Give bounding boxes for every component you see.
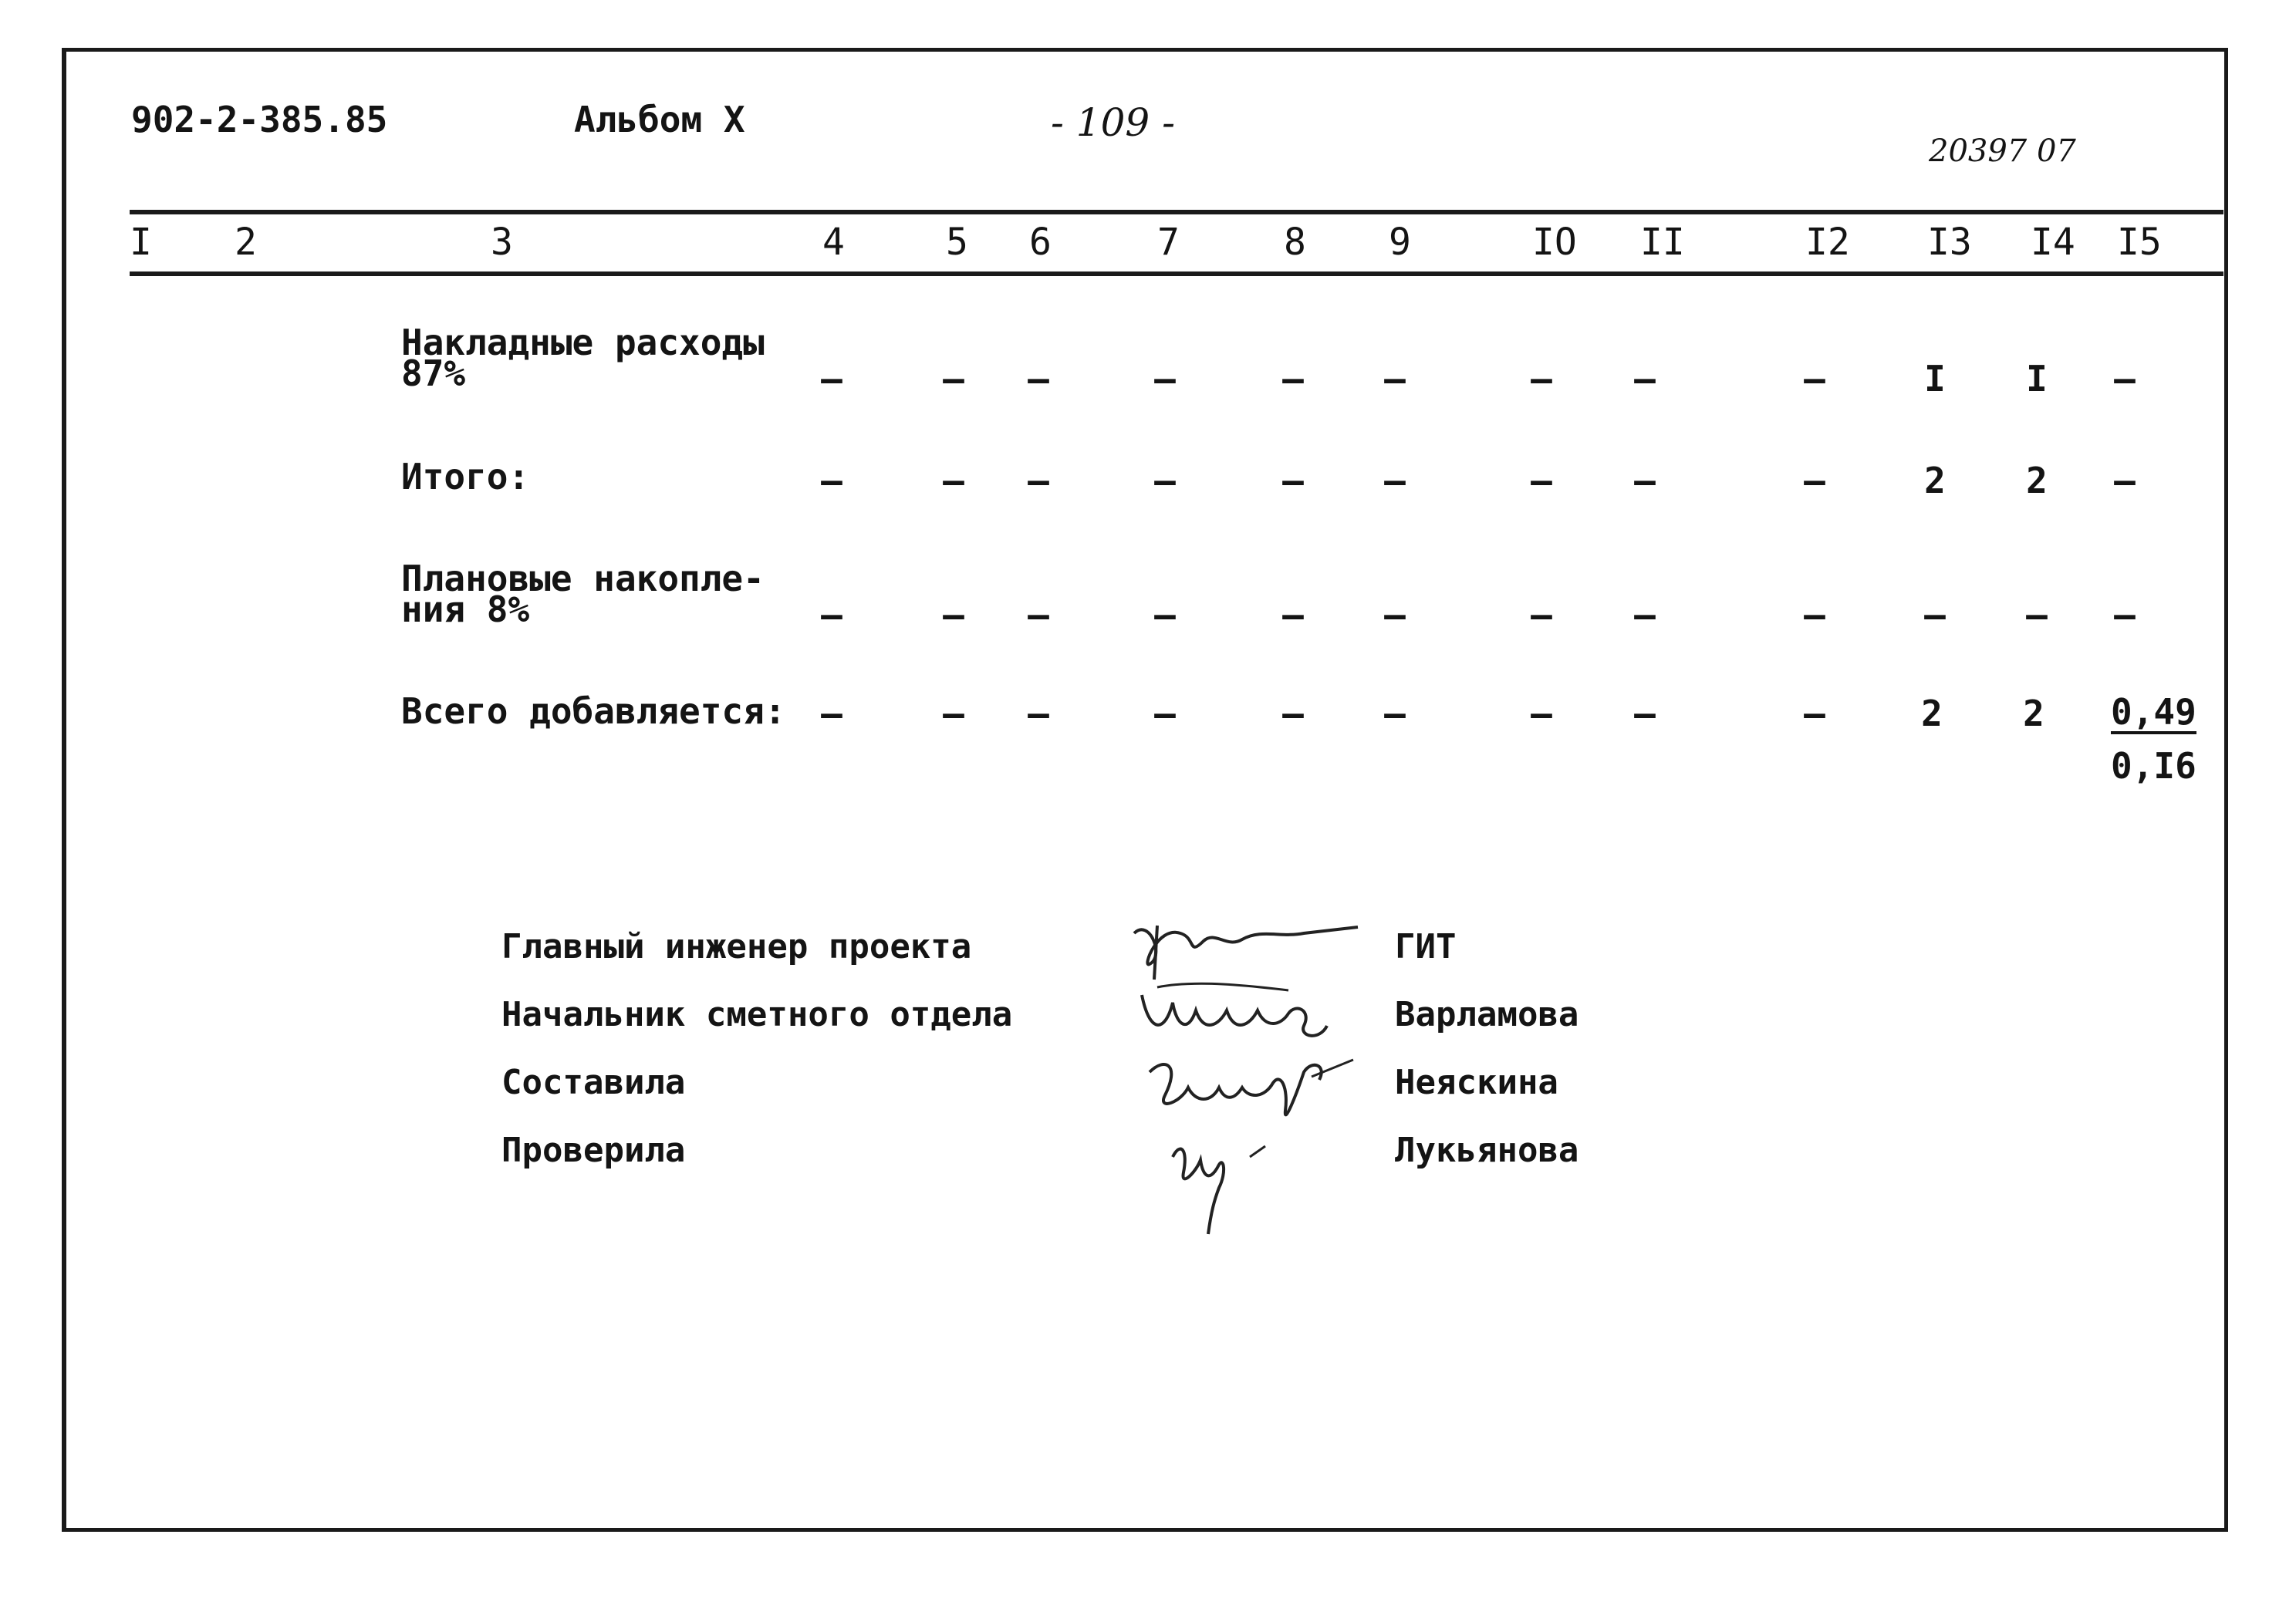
signature-scribble-1 xyxy=(1126,910,1373,987)
album-title: Альбом X xyxy=(574,99,745,140)
column-number: I3 xyxy=(1927,221,1972,264)
stamp-number: 20397 07 xyxy=(1929,133,2076,169)
column-number: 8 xyxy=(1284,221,1306,264)
column-number: I xyxy=(130,221,152,264)
table-cell-secondary: 0,I6 xyxy=(2111,745,2196,787)
table-cell: – xyxy=(821,358,842,400)
column-number: 5 xyxy=(946,221,968,264)
table-cell: – xyxy=(1634,460,1656,501)
table-cell: – xyxy=(1028,460,1049,501)
row-label: Накладные расходы 87% xyxy=(401,322,765,394)
signature-name: Варламова xyxy=(1395,995,1579,1034)
table-cell: – xyxy=(943,460,964,501)
signature-scribble-4 xyxy=(1150,1126,1304,1242)
table-cell: – xyxy=(943,594,964,636)
column-number: IO xyxy=(1532,221,1577,264)
table-cell: – xyxy=(2114,358,2136,400)
table-cell: – xyxy=(1531,358,1552,400)
table-cell: – xyxy=(821,594,842,636)
signature-role: Проверила xyxy=(501,1131,686,1170)
column-number: 2 xyxy=(235,221,257,264)
column-number: I4 xyxy=(2031,221,2075,264)
signature-role: Начальник сметного отдела xyxy=(501,995,1013,1034)
table-cell: – xyxy=(1634,358,1656,400)
table-cell: – xyxy=(1282,693,1304,734)
table-cell: – xyxy=(1924,594,1946,636)
header-bottom-rule xyxy=(130,271,2223,276)
signature-role: Главный инженер проекта xyxy=(501,927,972,966)
table-cell: – xyxy=(1634,594,1656,636)
table-cell: 2 xyxy=(1921,693,1943,734)
header-top-rule xyxy=(130,210,2223,214)
table-cell: – xyxy=(1282,460,1304,501)
table-cell: – xyxy=(1804,693,1825,734)
table-cell: – xyxy=(1028,594,1049,636)
table-cell: – xyxy=(943,358,964,400)
table-cell: – xyxy=(1804,460,1825,501)
table-cell: – xyxy=(1804,594,1825,636)
table-cell: – xyxy=(2114,594,2136,636)
column-number: 6 xyxy=(1029,221,1052,264)
table-cell: – xyxy=(1282,594,1304,636)
signature-name: Лукьянова xyxy=(1395,1131,1579,1170)
table-cell: – xyxy=(2026,594,2048,636)
table-cell: – xyxy=(1282,358,1304,400)
table-cell: – xyxy=(1384,460,1406,501)
signature-name: Неяскина xyxy=(1395,1063,1558,1102)
table-cell: – xyxy=(1154,693,1176,734)
table-cell: – xyxy=(821,693,842,734)
page-frame xyxy=(62,48,2228,1532)
column-number: 9 xyxy=(1389,221,1411,264)
table-cell: – xyxy=(1531,594,1552,636)
table-cell: – xyxy=(1028,358,1049,400)
signature-scribble-2 xyxy=(1134,980,1350,1057)
table-cell: – xyxy=(2114,460,2136,501)
table-cell: 2 xyxy=(2026,460,2048,501)
table-cell: 2 xyxy=(2023,693,2044,734)
column-number: 3 xyxy=(491,221,513,264)
column-number: 4 xyxy=(822,221,845,264)
row-label: Всего добавляется: xyxy=(401,690,786,732)
column-number: I2 xyxy=(1805,221,1850,264)
signature-role: Составила xyxy=(501,1063,686,1102)
table-cell: – xyxy=(1154,358,1176,400)
table-cell: – xyxy=(1531,460,1552,501)
row-label: Итого: xyxy=(401,456,530,497)
column-number: II xyxy=(1640,221,1685,264)
table-cell: – xyxy=(1531,693,1552,734)
table-cell: – xyxy=(1028,693,1049,734)
column-number: I5 xyxy=(2117,221,2162,264)
signature-scribble-3 xyxy=(1134,1049,1358,1134)
signature-name: ГИТ xyxy=(1395,927,1457,966)
table-cell: – xyxy=(1384,594,1406,636)
table-cell: – xyxy=(1384,358,1406,400)
column-number: 7 xyxy=(1157,221,1180,264)
table-cell: 2 xyxy=(1924,460,1946,501)
table-cell: – xyxy=(1154,460,1176,501)
document-code: 902-2-385.85 xyxy=(131,99,388,140)
table-cell: – xyxy=(943,693,964,734)
table-cell: I xyxy=(2026,358,2048,400)
table-cell: I xyxy=(1924,358,1946,400)
table-cell: – xyxy=(821,460,842,501)
table-cell: – xyxy=(1384,693,1406,734)
row-label: Плановые накопле- ния 8% xyxy=(401,558,765,630)
table-cell: 0,49 xyxy=(2111,691,2196,733)
table-cell: – xyxy=(1634,693,1656,734)
table-cell: – xyxy=(1154,594,1176,636)
table-cell: – xyxy=(1804,358,1825,400)
page-number: - 109 - xyxy=(1051,100,1176,145)
